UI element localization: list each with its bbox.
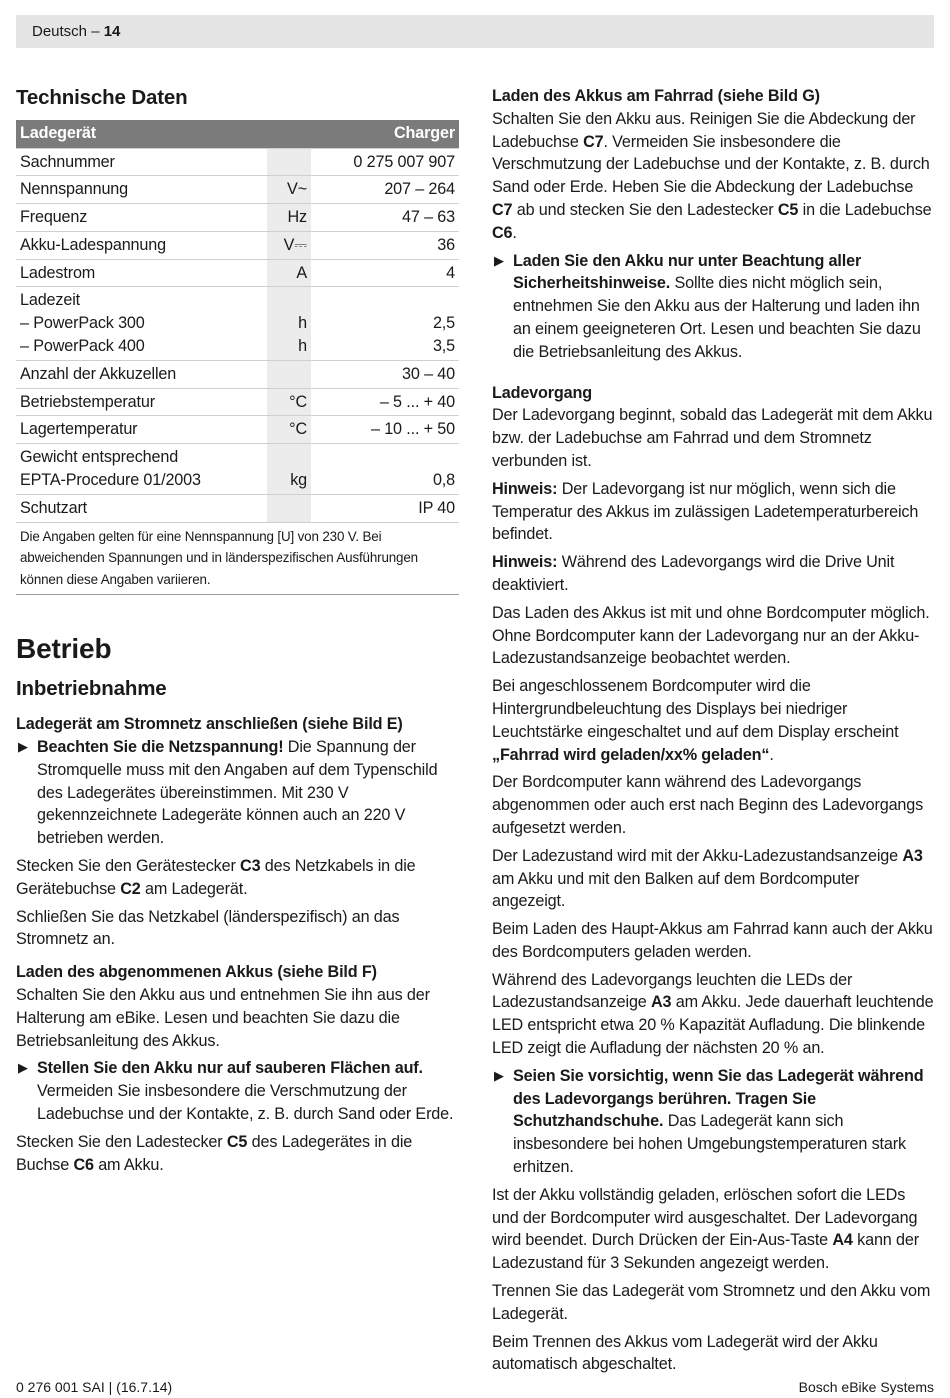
right-column bbox=[492, 85, 936, 1381]
row-label: Sachnummer bbox=[16, 148, 267, 176]
row-label-multi bbox=[16, 287, 267, 360]
hinweis-2: Hinweis: Während des Ladevorgangs wird die Drive Unit deaktiviert. bbox=[492, 553, 895, 594]
row-value: – 5 ... + 40 bbox=[317, 388, 459, 416]
paragraph: Beim Laden des Haupt-Akkus am Fahrrad kann auch der Akku des Bordcomputers geladen werden. bbox=[492, 920, 933, 961]
table-row-gewicht bbox=[16, 444, 459, 495]
bullet-text: Das Ladegerät kann sich insbesondere bei hohen Umgebungstemperaturen stark erhitzen. bbox=[513, 1112, 906, 1177]
table-row bbox=[16, 148, 459, 176]
bullet-bold: Seien Sie vorsichtig, wenn Sie das Ladegerät während des Ladevorgangs berühren. Tragen Sie Schutzhandschuhe. bbox=[513, 1066, 924, 1131]
ladezeit-sub1: – PowerPack 300 bbox=[20, 314, 145, 333]
row-value: 36 bbox=[317, 231, 459, 259]
bullet-text: Die Spannung der Stromquelle muss mit den Angaben auf dem Typenschild des Ladegerätes übereinstimmen. Mit 230 V gekennzeichnete Ladegeräte können auch an 220 V betrieben werden. bbox=[37, 737, 438, 848]
ladevorgang-heading: Ladevorgang bbox=[492, 383, 592, 402]
bullet-text: Sollte dies nicht möglich sein, entnehmen Sie den Akku aus der Halterung und laden ihn an einem geeigneteren Ort. Lesen und beachten Sie dazu die Betriebsanleitung des Akkus. bbox=[513, 274, 921, 361]
row-label: Anzahl der Akkuzellen bbox=[16, 360, 267, 388]
tech-data-table bbox=[16, 120, 459, 522]
bullet-bold: Beachten Sie die Netzspannung! bbox=[37, 737, 284, 756]
row-unit: V~ bbox=[267, 176, 311, 204]
paragraph: Bei angeschlossenem Bordcomputer wird die Hintergrundbeleuchtung des Displays bei niedriger Leuchtstärke eingeschaltet und auf dem Display erscheint „Fahrrad wird geladen/xx% geladen“. bbox=[492, 677, 899, 764]
row-unit: kg bbox=[267, 444, 311, 495]
row-unit: Hz bbox=[267, 204, 311, 232]
table-row bbox=[16, 176, 459, 204]
table-row bbox=[16, 360, 459, 388]
bullet-vorsicht bbox=[492, 1065, 936, 1179]
table-row-ladezeit bbox=[16, 287, 459, 360]
row-unit bbox=[267, 360, 311, 388]
gewicht-line1: Gewicht entsprechend bbox=[20, 448, 179, 467]
row-value: IP 40 bbox=[317, 494, 459, 521]
page-header bbox=[16, 15, 934, 48]
hinweis-1: Hinweis: Der Ladevorgang ist nur möglich, wenn sich die Temperatur des Akkus im zulässigen Ladetemperaturbereich befindet. bbox=[492, 479, 919, 544]
row-value: 0,8 bbox=[317, 444, 459, 495]
paragraph: Stecken Sie den Ladestecker C5 des Ladegerätes in die Buchse C6 am Akku. bbox=[16, 1132, 413, 1174]
bullet-bold: Laden Sie den Akku nur unter Beachtung aller Sicherheitshinweise. bbox=[513, 251, 862, 293]
row-unit: °C bbox=[267, 388, 311, 416]
bullet-text: Vermeiden Sie insbesondere die Verschmutzung der Ladebuchse und der Kontakte, z. B. durch Sand oder Erde. bbox=[37, 1082, 454, 1123]
row-unit: °C bbox=[267, 416, 311, 444]
bullet-arrow-icon: ▶ bbox=[494, 252, 504, 268]
footer-doc-id: 0 276 001 SAI | (16.7.14) bbox=[16, 1379, 173, 1395]
row-unit: A bbox=[267, 259, 311, 287]
paragraph: Der Ladezustand wird mit der Akku-Ladezustandsanzeige A3 am Akku und mit den Balken auf dem Bordcomputer angezeigt. bbox=[492, 846, 923, 911]
ladezeit-value1: 2,5 bbox=[432, 314, 455, 333]
bullet-arrow-icon: ▶ bbox=[18, 1060, 28, 1076]
paragraph: Während des Ladevorgangs leuchten die LEDs der Ladezustandsanzeige A3 am Akku. Jede dauerhaft leuchtende LED entspricht etwa 20 % Kapazität Aufladung. Die blinkende LED zeigt die Aufladung der nächsten 20 % an. bbox=[492, 970, 934, 1058]
paragraph: Stecken Sie den Gerätestecker C3 des Netzkabels in die Gerätebuchse C2 am Ladegerät. bbox=[16, 856, 416, 898]
section-e-heading: Ladegerät am Stromnetz anschließen (siehe Bild E) bbox=[16, 715, 403, 734]
row-value: – 10 ... + 50 bbox=[317, 416, 459, 444]
paragraph: Beim Trennen des Akkus vom Ladegerät wird der Akku automatisch abgeschaltet. bbox=[492, 1332, 878, 1374]
row-label: Akku-Ladespannung bbox=[16, 231, 267, 259]
table-row bbox=[16, 388, 459, 416]
row-label: Lagertemperatur bbox=[16, 416, 267, 444]
row-value: 47 – 63 bbox=[317, 204, 459, 232]
table-header-row bbox=[16, 120, 459, 148]
table-row bbox=[16, 204, 459, 232]
row-unit bbox=[267, 494, 311, 521]
table-footnote: Die Angaben gelten für eine Nennspannung [U] von 230 V. Bei abweichenden Spannungen und in länderspezifischen Ausführungen können diese Angaben variieren. bbox=[16, 522, 459, 596]
paragraph: Schalten Sie den Akku aus und entnehmen Sie ihn aus der Halterung am eBike. Lesen und beachten Sie dazu die Betriebsanleitung des Akkus. bbox=[16, 985, 430, 1050]
table-head-left: Ladegerät bbox=[16, 120, 311, 148]
header-language: Deutsch bbox=[32, 23, 88, 40]
ladezeit-unit1: h bbox=[298, 314, 307, 333]
table-row bbox=[16, 494, 459, 521]
row-label-multi bbox=[16, 444, 267, 495]
ladezeit-sub2: – PowerPack 400 bbox=[20, 337, 145, 356]
row-label: Frequenz bbox=[16, 204, 267, 232]
betrieb-title: Betrieb bbox=[16, 633, 112, 665]
row-value: 0 275 007 907 bbox=[317, 148, 459, 176]
bullet-saubere-flaechen bbox=[16, 1057, 459, 1125]
bullet-bold: Stellen Sie den Akku nur auf sauberen Flächen auf. bbox=[37, 1059, 423, 1078]
gewicht-line2: EPTA-Procedure 01/2003 bbox=[20, 471, 201, 490]
paragraph: Ist der Akku vollständig geladen, erlöschen sofort die LEDs und der Bordcomputer wird ausgeschaltet. Der Ladevorgang wird beendet. Durch Drücken der Ein-Aus-Taste A4 kann der Ladezustand für 3 Sekunden angezeigt werden. bbox=[492, 1185, 919, 1273]
paragraph: Der Bordcomputer kann während des Ladevorgangs abgenommen oder auch erst nach Beginn des Ladevorgangs aufgesetzt werden. bbox=[492, 773, 924, 837]
row-label: Ladestrom bbox=[16, 259, 267, 287]
table-row bbox=[16, 231, 459, 259]
row-value: 30 – 40 bbox=[317, 360, 459, 388]
inbetriebnahme-title: Inbetriebnahme bbox=[16, 677, 167, 701]
table-head-right: Charger bbox=[311, 120, 459, 148]
paragraph: Trennen Sie das Ladegerät vom Stromnetz und den Akku vom Ladegerät. bbox=[492, 1282, 931, 1323]
bullet-arrow-icon: ▶ bbox=[494, 1067, 504, 1083]
row-value: 4 bbox=[317, 259, 459, 287]
row-value-multi bbox=[317, 287, 459, 360]
paragraph: Der Ladevorgang beginnt, sobald das Ladegerät mit dem Akku bzw. der Ladebuchse am Fahrrad und dem Stromnetz verbunden ist. bbox=[492, 406, 933, 470]
bullet-netzspannung bbox=[16, 736, 459, 850]
header-separator: – bbox=[87, 23, 104, 40]
row-value: 207 – 264 bbox=[317, 176, 459, 204]
table-row bbox=[16, 416, 459, 444]
row-label: Betriebstemperatur bbox=[16, 388, 267, 416]
bullet-sicherheitshinweise bbox=[492, 250, 936, 364]
tech-data-title: Technische Daten bbox=[16, 86, 188, 109]
table-row bbox=[16, 259, 459, 287]
ladezeit-value2: 3,5 bbox=[432, 337, 455, 356]
page-number: 14 bbox=[103, 23, 121, 40]
bullet-arrow-icon: ▶ bbox=[18, 738, 28, 754]
paragraph: Schalten Sie den Akku aus. Reinigen Sie die Abdeckung der Ladebuchse C7. Vermeiden Sie insbesondere die Verschmutzung der Ladebuchse und der Kontakte, z. B. durch Sand oder Erde. Heben Sie die Abdeckung der Ladebuchse C7 ab und stecken Sie den Ladestecker C5 in die Ladebuchse C6. bbox=[492, 109, 932, 242]
row-label: Nennspannung bbox=[16, 176, 267, 204]
left-column bbox=[16, 84, 459, 1181]
ladezeit-label: Ladezeit bbox=[20, 291, 81, 310]
footer-brand: Bosch eBike Systems bbox=[798, 1379, 934, 1395]
row-label: Schutzart bbox=[16, 494, 267, 521]
section-g-heading: Laden des Akkus am Fahrrad (siehe Bild G) bbox=[492, 87, 820, 105]
row-unit-multi bbox=[267, 287, 311, 360]
ladezeit-unit2: h bbox=[298, 337, 307, 356]
paragraph: Schließen Sie das Netzkabel (länderspezifisch) an das Stromnetz an. bbox=[16, 907, 400, 949]
paragraph: Das Laden des Akkus ist mit und ohne Bordcomputer möglich. Ohne Bordcomputer kann der Ladevorgang nur an der Akku-Ladezustandsanzeige beobachtet werden. bbox=[492, 603, 930, 668]
section-f-heading: Laden des abgenommenen Akkus (siehe Bild F) bbox=[16, 963, 377, 982]
row-unit: V⎓ bbox=[267, 231, 311, 259]
row-unit bbox=[267, 148, 311, 176]
